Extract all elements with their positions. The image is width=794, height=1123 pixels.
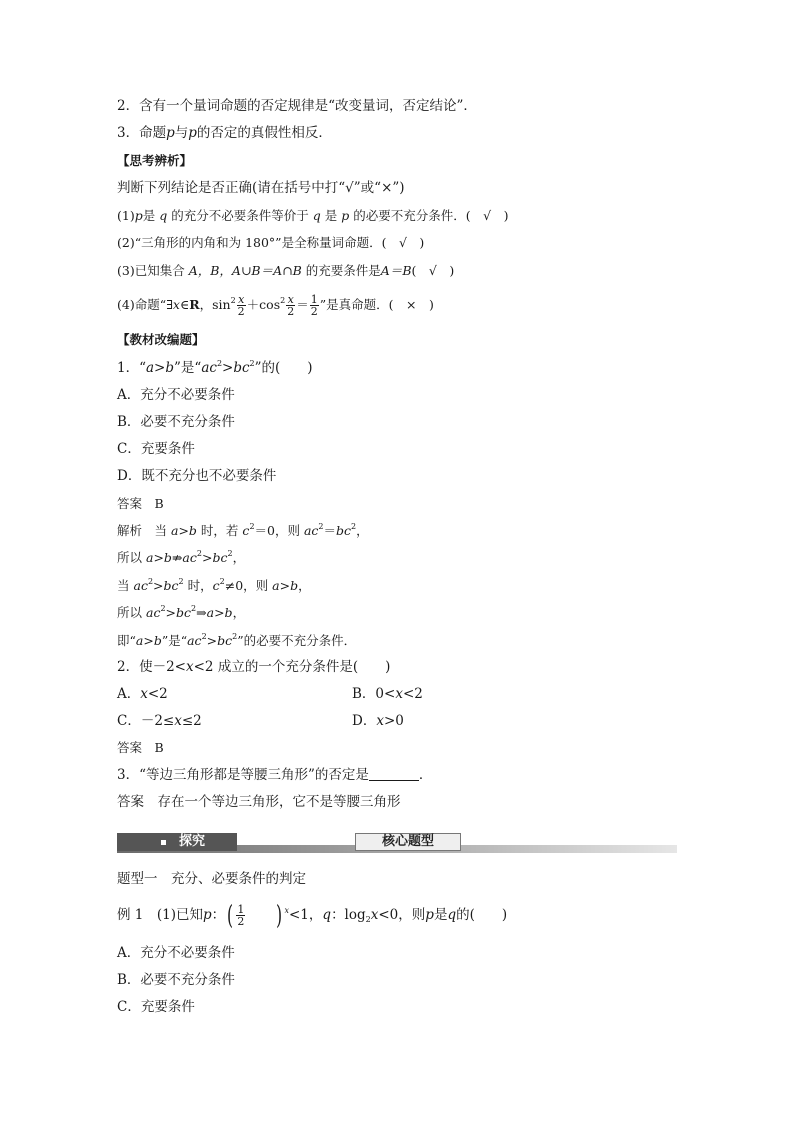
analysis-text: 所以 [117,550,143,565]
expr: ac [133,578,148,593]
exponent: 2 [147,577,154,586]
q2-option-c [117,711,202,731]
analysis-text: 当 [117,578,130,593]
denominator: 2 [310,305,318,318]
analysis-text: 所以 [117,605,143,620]
exponent: 2 [227,549,233,558]
exponent: 2 [249,522,255,531]
exponent: 2 [160,604,166,613]
item-text: 是 [324,208,338,223]
right-paren: ) [276,900,283,931]
expr: a>b [146,360,175,376]
item-text: 的充分不必要条件等价于 [171,208,309,223]
item-text: ∈ [179,297,190,312]
stem-text: ”的( ) [254,360,313,376]
fraction-1-over-2 [310,294,319,317]
var-x: x [174,713,182,729]
jiaocai-header: 【教材改编题】 [117,332,205,347]
q1-analysis-line-5 [117,631,356,651]
sikao-header: 【思考辨析】 [117,153,193,168]
log-base: 2 [365,915,371,924]
analysis-text: ≠0，则 [224,578,269,593]
exponent: 2 [219,577,225,586]
set-R: R [189,297,200,312]
analysis-text: 解析 当 [117,523,168,538]
stem-text: 是 [433,907,448,923]
q1-option-b: B．必要不充分条件 [117,414,235,430]
q1-option-a: A．充分不必要条件 [117,387,235,403]
analysis-text: ＝ [323,523,337,538]
q2-answer: 答案 B [117,740,164,755]
numerator: 1 [310,293,318,306]
stem-text: 2．使－2< [117,659,186,675]
q2-option-b [352,684,423,704]
exponent: 2 [280,296,286,305]
item-text: 的充要条件是 [305,263,381,278]
option-label: C．－2≤ [117,713,175,729]
denominator: 2 [237,915,245,928]
exponent: 2 [216,359,223,368]
var-q: q [447,907,457,923]
var-p: p [166,125,175,141]
item-text: 的必要不充分条件．( √ ) [353,208,509,223]
option-text: <2 [402,686,423,702]
option-label: A． [117,686,141,702]
expr: bc [217,633,233,648]
example-1-option-c: C．充要条件 [117,999,195,1015]
option-text: ≤2 [181,713,202,729]
option-label: B．0< [352,686,396,702]
expr: a>b [272,578,299,593]
stem-text: 的( ) [456,907,508,923]
q1-stem [117,358,313,378]
sikao-item-4: (4)命题“∃x∈R，$\sin^2$ $\frac{x}{2}$ $+\cos^2$ $\frac{x}{2}$ ＝ $\frac{1}{2}$ ”是真命题．( × ) [117,293,434,318]
item-number: (1) [117,208,135,223]
analysis-text: ， [298,578,311,593]
var-p: p [134,208,143,223]
item-text: (3)已知集合 [117,263,185,278]
tixing-title: 题型一 充分、必要条件的判定 [117,871,306,887]
stem-text: > [222,360,234,376]
var-q: q [322,907,332,923]
expr: a>b [171,523,197,538]
var-x: x [376,713,384,729]
exponent: 2 [191,604,197,613]
analysis-text: > [165,605,177,620]
banner-left-label: 探究 [179,834,206,849]
sikao-item-3 [117,261,454,281]
var-x: x [186,659,194,675]
expr: a>b [206,605,233,620]
rule-3-text: 与 [174,125,189,141]
stem-text: ”是“ [174,360,202,376]
section-banner [117,831,677,853]
sikao-intro: 判断下列结论是否正确(请在括号中打“√”或“×”) [117,180,405,196]
denominator: 2 [287,305,295,318]
expr: bc [336,523,352,538]
analysis-text: ＝0，则 [254,523,300,538]
var-q: q [159,208,168,223]
expr: ac [182,550,197,565]
expr: a>b [135,633,162,648]
exponent: 2 [196,549,202,558]
stem-text: <1， [289,907,323,923]
q2-stem [117,657,390,677]
stem-text: <2 成立的一个充分条件是( ) [193,659,391,675]
implies-symbol: ⇒ [196,605,207,620]
item-text: (4)命题“∃ [117,297,173,312]
left-paren: ( [227,900,234,931]
var-p: p [203,907,212,923]
denominator: 2 [237,305,245,318]
item-text: ＋cos [246,297,281,312]
numerator: x [287,293,294,306]
var-p: p [425,907,434,923]
set-expression: A，B，A∪B＝A∩B [188,263,302,278]
q2-option-a [117,684,168,704]
analysis-text: ”是“ [161,633,188,648]
expr: bc [233,360,250,376]
expr: bc [163,578,179,593]
var-x: x [395,686,403,702]
q1-analysis-line-2 [117,548,245,568]
expr: bc [212,550,228,565]
q1-option-c: C．充要条件 [117,441,195,457]
option-text: <2 [147,686,168,702]
numerator: 1 [237,903,245,916]
stem-text: ：log [331,907,366,923]
stem-text: 1．“ [117,360,146,376]
var-x: x [140,686,148,702]
answer-blank [369,766,419,781]
expr: c [212,578,220,593]
exponent: 2 [351,522,357,531]
item-text: ，sin [199,297,231,312]
exponent-x: x [284,906,289,915]
q1-analysis-line-3 [117,576,311,596]
option-text: >0 [383,713,404,729]
analysis-text: > [153,578,164,593]
q1-answer: 答案 B [117,496,164,511]
var-p: p [341,208,350,223]
q1-analysis-line-1 [117,521,369,541]
var-x: x [370,907,379,923]
sikao-item-2: (2)“三角形的内角和为 180°”是全称量词命题．( √ ) [117,235,425,250]
q2-option-d [352,711,404,731]
item-text: ( √ ) [411,263,455,278]
rule-3 [117,123,332,143]
var-q: q [312,208,321,223]
exponent: 2 [230,296,236,305]
q1-analysis-line-4 [117,603,245,623]
analysis-text: ， [232,605,246,620]
q3-answer: 答案 存在一个等边三角形，它不是等腰三角形 [117,794,401,810]
expr: ac [201,360,217,376]
banner-left-block [117,833,237,851]
not-implies-symbol: ⇏ [171,550,183,565]
square-bullet-icon [161,840,166,845]
rule-3-text: 3．命题 [117,125,167,141]
expr: ac [303,523,319,538]
banner-right-label: 核心题型 [355,833,461,851]
analysis-text: ”的必要不充分条件． [237,633,357,648]
sikao-item-1 [117,206,508,226]
expr: bc [176,605,192,620]
stem-text: 例 1 (1)已知 [117,907,204,923]
fraction-x-over-2 [237,294,246,317]
numerator: x [238,293,245,306]
stem-text: ． [418,767,433,783]
stem-text: ： [211,907,226,923]
example-1-option-a: A．充分不必要条件 [117,945,235,961]
analysis-text: 即“ [117,633,136,648]
rule-2 [117,96,477,116]
example-1-stem [117,900,507,930]
analysis-text: > [206,633,218,648]
fraction-x-over-2 [286,294,295,317]
analysis-text: 时， [187,578,213,593]
q3-stem [117,765,432,785]
stem-text: 3．“等边三角形都是等腰三角形”的否定是 [117,767,369,783]
exponent: 2 [178,577,184,586]
example-1-option-b: B．必要不充分条件 [117,972,235,988]
var-p: p [188,125,197,141]
var-x: x [172,297,180,312]
exponent: 2 [318,522,324,531]
fraction-1-over-2 [236,904,245,927]
item-text: ”是真命题．( × ) [319,297,434,312]
exponent: 2 [249,359,255,368]
expr: ac [187,633,202,648]
analysis-text: ， [232,550,246,565]
q1-option-d: D．既不充分也不必要条件 [117,468,277,484]
rule-2-text: 2．含有一个量词命题的否定规律是“改变量词，否定结论”． [117,98,477,114]
option-label: D． [352,713,377,729]
item-text: 是 [142,208,156,223]
stem-text: <0，则 [378,907,426,923]
analysis-text: ， [356,523,369,538]
set-expression: A＝B [380,263,412,278]
expr: ac [146,605,161,620]
analysis-text: 时，若 [200,523,239,538]
rule-3-text: 的否定的真假性相反． [196,125,332,141]
expr: a>b [146,550,172,565]
exponent: 2 [201,632,207,641]
exponent: 2 [232,632,238,641]
expr: c [242,523,250,538]
analysis-text: > [201,550,213,565]
